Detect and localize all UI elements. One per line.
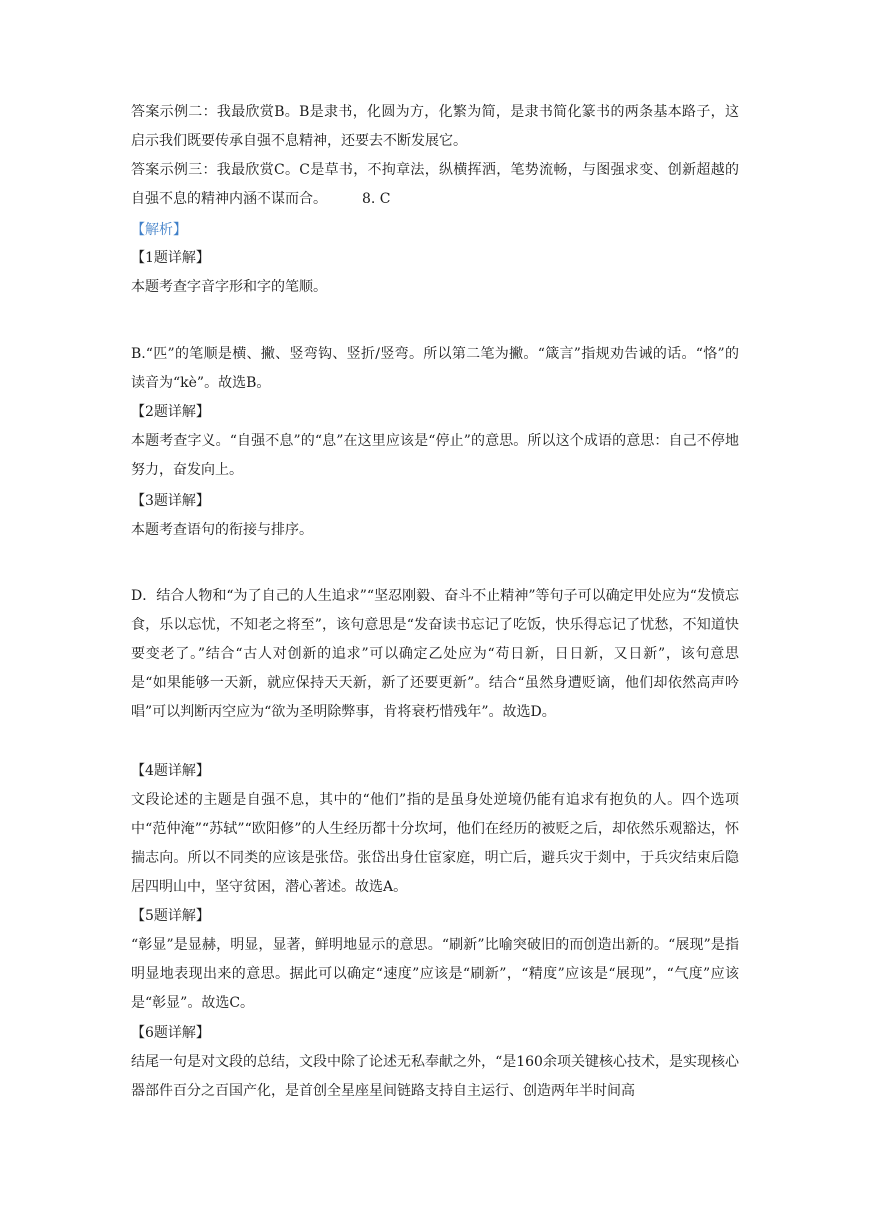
analysis-heading: 【解析】 <box>131 222 187 238</box>
answer-example-2: 答案示例二：我最欣赏B。B是隶书，化圆为方，化繁为简，是隶书简化篆书的两条基本路子，这启示我们既要传承自强不息精神，还要去不断发展它。 <box>131 104 739 149</box>
q3-heading: 【3题详解】 <box>131 493 210 509</box>
q2-heading: 【2题详解】 <box>131 404 210 420</box>
q3-intro: 本题考查语句的衔接与排序。 <box>131 522 313 538</box>
answer-example-3: 答案示例三：我最欣赏C。C是草书，不拘章法，纵横挥洒，笔势流畅，与图强求变、创新超越的自强不息的精神内涵不谋而合。 8. C <box>131 162 739 207</box>
q6-heading: 【6题详解】 <box>131 1025 210 1041</box>
q4-body: 文段论述的主题是自强不息，其中的“他们”指的是虽身处逆境仍能有追求有抱负的人。四个选项中“范仲淹”“苏轼”“欧阳修”的人生经历都十分坎坷，他们在经历的被贬之后，却依然乐观豁达，怀揣志向。所以不同类的应该是张岱。张岱出身仕宦家庭，明亡后，避兵灾于剡中，于兵灾结束后隐居四明山中，坚守贫困，潜心著述。故选A。 <box>131 792 739 895</box>
q4-heading: 【4题详解】 <box>131 763 210 779</box>
q6-body: 结尾一句是对文段的总结，文段中除了论述无私奉献之外，“是160余项关键核心技术，是实现核心器部件百分之百国产化，是首创全星座星间链路支持自主运行、创造两年半时间高 <box>131 1054 739 1099</box>
q5-heading: 【5题详解】 <box>131 908 210 924</box>
q1-heading: 【1题详解】 <box>131 250 210 266</box>
q5-body: “彰显”是显赫，明显，显著，鲜明地显示的意思。“刷新”比喻突破旧的而创造出新的。“展现”是指明显地表现出来的意思。据此可以确定“速度”应该是“刷新”，“精度”应该是“展现”，“气度”应该是“彰显”。故选C。 <box>131 937 739 1011</box>
q3-body: D．结合人物和“为了自己的人生追求”“坚忍刚毅、奋斗不止精神”等句子可以确定甲处应为“发愤忘食，乐以忘忧，不知老之将至”，该句意思是“发奋读书忘记了吃饭，快乐得忘记了忧愁，不知道快要变老了。”结合“古人对创新的追求”可以确定乙处应为“苟日新，日日新，又日新”，该句意思是“如果能够一天新，就应保持天天新，新了还要更新”。结合“虽然身遭贬谪，他们却依然高声吟唱”可以判断丙空应为“欲为圣明除弊事，肯将衰朽惜残年”。故选D。 <box>131 588 739 720</box>
q1-intro: 本题考查字音字形和字的笔顺。 <box>131 279 327 295</box>
q1-body: B.“匹”的笔顺是横、撇、竖弯钩、竖折/竖弯。所以第二笔为撇。“箴言”指规劝告诫的话。“恪”的读音为“kè”。故选B。 <box>131 346 739 391</box>
q2-body: 本题考查字义。“自强不息”的“息”在这里应该是“停止”的意思。所以这个成语的意思：自己不停地努力，奋发向上。 <box>131 433 739 478</box>
